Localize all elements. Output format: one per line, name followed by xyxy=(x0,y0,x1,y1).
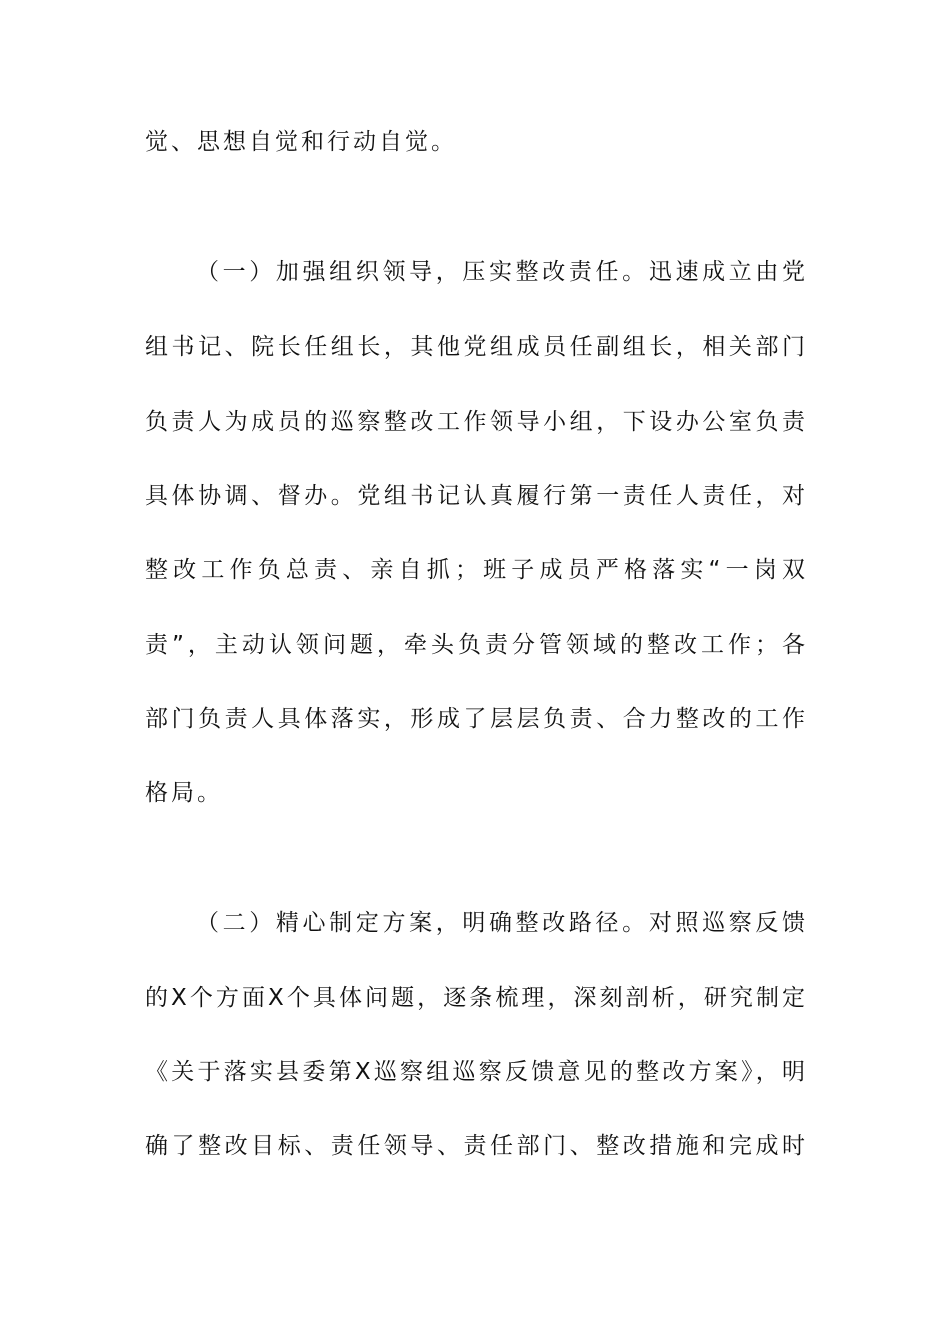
section-1-heading-line: （一）加强组织领导，压实整改责任。迅速成立由党 xyxy=(196,259,805,285)
section-1-line: 格局。 xyxy=(145,780,223,806)
section-2-heading-line: （二）精心制定方案，明确整改路径。对照巡察反馈 xyxy=(196,910,805,936)
section-1-line: 责”，主动认领问题，牵头负责分管领域的整改工作；各 xyxy=(145,632,805,658)
section-1-line: 负责人为成员的巡察整改工作领导小组，下设办公室负责 xyxy=(145,409,805,435)
paragraph-continuation-line: 觉、思想自觉和行动自觉。 xyxy=(145,129,457,155)
section-2-line: 确了整改目标、责任领导、责任部门、整改措施和完成时 xyxy=(145,1133,805,1159)
section-1-line: 组书记、院长任组长，其他党组成员任副组长，相关部门 xyxy=(145,334,805,360)
section-1-line: 部门负责人具体落实，形成了层层负责、合力整改的工作 xyxy=(145,706,805,732)
section-2-line: 《关于落实县委第X巡察组巡察反馈意见的整改方案》，明 xyxy=(145,1059,805,1085)
section-1-line: 具体协调、督办。党组书记认真履行第一责任人责任，对 xyxy=(145,483,805,509)
section-2-line: 的X个方面X个具体问题，逐条梳理，深刻剖析，研究制定 xyxy=(145,985,805,1011)
section-1-line: 整改工作负总责、亲自抓；班子成员严格落实“一岗双 xyxy=(145,557,805,583)
